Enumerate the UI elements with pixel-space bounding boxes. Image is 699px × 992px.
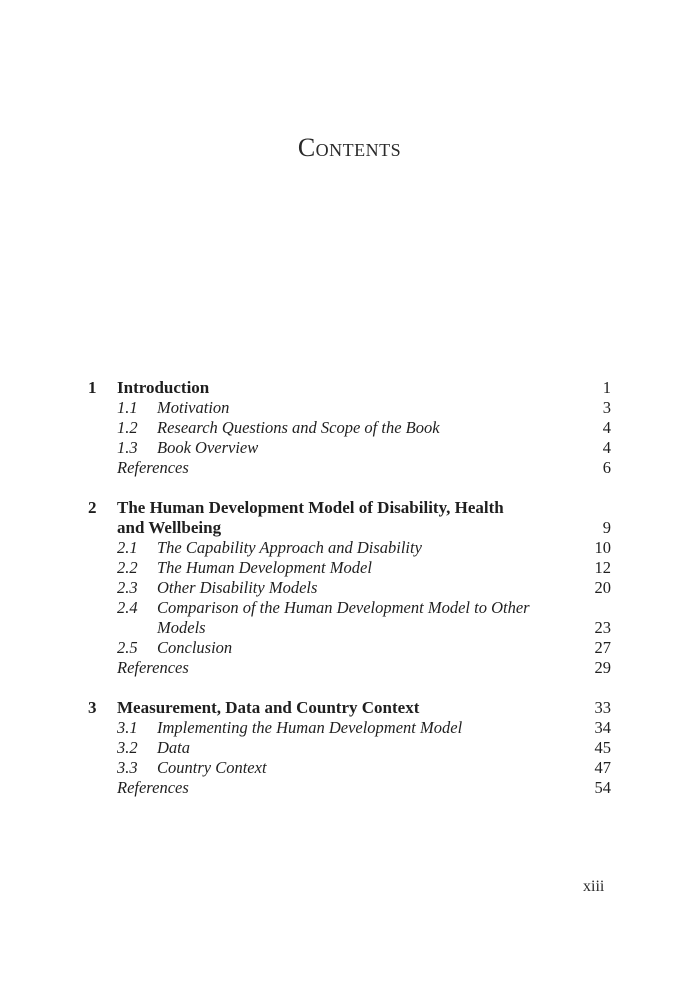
section-number: 2.3 [117,578,138,597]
section-title: Book Overview [157,438,259,457]
section-title: Other Disability Models [157,578,318,597]
toc-references-row[interactable] [88,458,611,478]
toc-references-row[interactable] [88,778,611,798]
chapter-number: 1 [88,378,97,397]
section-title: Comparison of the Human Development Model to Other [157,598,530,617]
page-title: Contents [297,133,402,162]
references-page-number: 6 [602,458,611,477]
section-title: The Capability Approach and Disability [157,538,422,557]
section-number: 2.2 [117,558,138,577]
section-title: Country Context [157,758,267,777]
chapter-page-number: 1 [602,378,611,397]
references-label: References [117,658,189,677]
section-title: Data [157,738,190,757]
toc-section-row[interactable] [88,718,611,738]
toc-chapter [88,378,611,478]
section-page-number: 12 [594,558,611,577]
section-page-number: 45 [594,738,611,757]
toc-chapter-row[interactable] [88,498,611,518]
section-number: 2.1 [117,538,138,557]
chapter-page-number: 33 [594,698,611,717]
toc-chapter [88,698,611,798]
references-page-number: 54 [594,778,611,797]
section-page-number: 20 [594,578,611,597]
section-page-number: 4 [602,418,611,437]
chapter-title: Measurement, Data and Country Context [117,698,420,717]
section-number: 3.3 [117,758,138,777]
section-number: 1.1 [117,398,138,417]
section-title: The Human Development Model [157,558,372,577]
toc-section-row[interactable] [88,618,611,638]
section-number: 1.2 [117,418,138,437]
section-page-number: 4 [602,438,611,457]
section-page-number: 10 [594,538,611,557]
section-page-number: 34 [594,718,611,737]
chapter-title: Introduction [117,378,210,397]
toc-chapter-row[interactable] [88,378,611,398]
section-title: Implementing the Human Development Model [157,718,463,737]
chapter-title: and Wellbeing [117,518,222,537]
section-number: 3.2 [117,738,138,757]
section-number: 2.5 [117,638,138,657]
section-page-number: 3 [602,398,611,417]
chapter-title: The Human Development Model of Disability, Health [117,498,504,517]
toc-section-row[interactable] [88,638,611,658]
toc-chapter [88,498,611,678]
toc-section-row[interactable] [88,598,611,618]
chapter-page-number: 9 [602,518,611,537]
toc-chapter-row[interactable] [88,518,611,538]
toc-section-row[interactable] [88,738,611,758]
references-page-number: 29 [594,658,611,677]
section-page-number: 47 [594,758,611,777]
toc-section-row[interactable] [88,418,611,438]
section-page-number: 23 [594,618,611,637]
section-title: Research Questions and Scope of the Book [157,418,440,437]
references-label: References [117,458,189,477]
toc-section-row[interactable] [88,398,611,418]
section-title: Conclusion [157,638,233,657]
section-page-number: 27 [594,638,611,657]
toc-section-row[interactable] [88,558,611,578]
toc-section-row[interactable] [88,438,611,458]
toc-section-row[interactable] [88,578,611,598]
references-label: References [117,778,189,797]
table-of-contents [88,378,611,818]
chapter-number: 2 [88,498,97,517]
section-number: 3.1 [117,718,138,737]
section-number: 1.3 [117,438,138,457]
section-title: Motivation [157,398,230,417]
toc-section-row[interactable] [88,538,611,558]
section-number: 2.4 [117,598,138,617]
toc-references-row[interactable] [88,658,611,678]
page-folio: xiii [583,878,605,895]
chapter-number: 3 [88,698,97,717]
section-title: Models [157,618,206,637]
toc-section-row[interactable] [88,758,611,778]
toc-chapter-row[interactable] [88,698,611,718]
